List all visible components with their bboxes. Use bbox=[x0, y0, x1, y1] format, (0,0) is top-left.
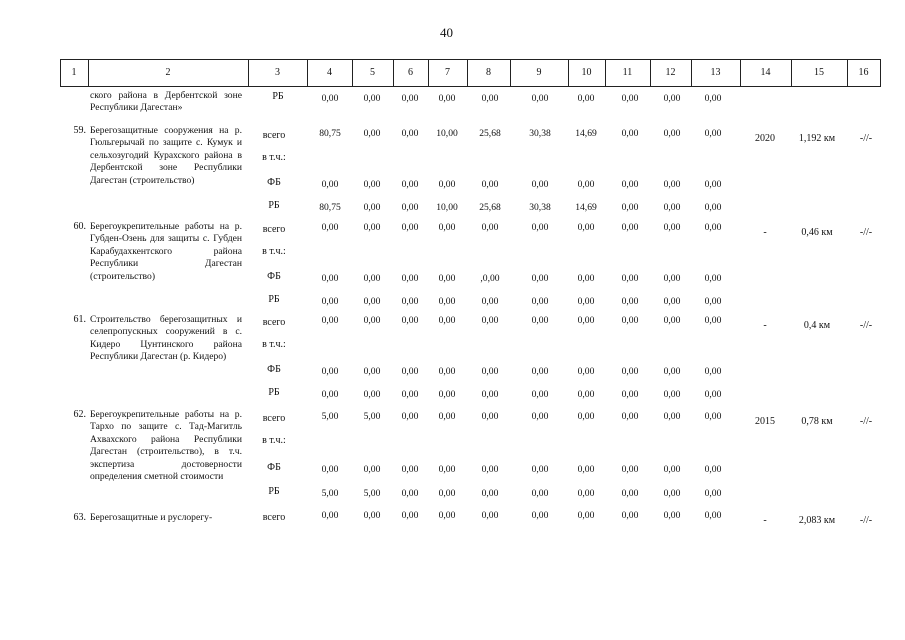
value-cell: 0,00 bbox=[704, 411, 722, 422]
value-cell: 0,00 bbox=[363, 202, 381, 213]
column-header: 8 bbox=[486, 67, 491, 78]
value-cell: 5,00 bbox=[363, 488, 381, 499]
value-cell: 0,00 bbox=[577, 510, 595, 521]
note-value: -//- bbox=[859, 320, 873, 331]
note-value: -//- bbox=[859, 515, 873, 526]
value-cell: 0,00 bbox=[531, 222, 549, 233]
note-value: -//- bbox=[859, 227, 873, 238]
value-cell: 0,00 bbox=[663, 366, 681, 377]
value-cell: 0,00 bbox=[704, 389, 722, 400]
value-cell: 0,00 bbox=[363, 464, 381, 475]
row-number: 61. bbox=[73, 314, 86, 325]
funding-type: в т.ч.: bbox=[262, 339, 286, 350]
note-value: -//- bbox=[859, 416, 873, 427]
funding-type: всего bbox=[262, 317, 286, 328]
funding-type: ФБ bbox=[267, 364, 281, 375]
value-cell: 0,00 bbox=[663, 273, 681, 284]
value-cell: 0,00 bbox=[401, 128, 419, 139]
value-cell: 0,00 bbox=[704, 296, 722, 307]
value-cell: 0,00 bbox=[663, 128, 681, 139]
funding-type: РБ bbox=[268, 200, 280, 211]
value-cell: 0,00 bbox=[363, 389, 381, 400]
value-cell: 0,00 bbox=[577, 222, 595, 233]
column-header: 1 bbox=[71, 67, 77, 78]
column-header: 6 bbox=[408, 67, 413, 78]
value-cell: 0,00 bbox=[704, 510, 722, 521]
column-header: 11 bbox=[622, 67, 633, 78]
value-cell: 0,00 bbox=[321, 296, 339, 307]
value-cell: 0,00 bbox=[363, 510, 381, 521]
value-cell: 0,00 bbox=[704, 488, 722, 499]
value-cell: 0,00 bbox=[321, 179, 339, 190]
column-header: 9 bbox=[536, 67, 542, 78]
value-cell: 0,00 bbox=[438, 389, 456, 400]
value-cell: 80,75 bbox=[319, 128, 341, 139]
column-header: 14 bbox=[760, 67, 771, 78]
value-cell: 0,00 bbox=[321, 366, 339, 377]
column-header: 12 bbox=[665, 67, 676, 78]
value-cell: 0,00 bbox=[531, 273, 549, 284]
capacity-value: 2,083 км bbox=[798, 515, 836, 526]
value-cell: 0,00 bbox=[621, 222, 639, 233]
value-cell: 0,00 bbox=[577, 315, 595, 326]
value-cell: 0,00 bbox=[363, 273, 381, 284]
funding-type: ФБ bbox=[267, 462, 281, 473]
value-cell: 0,00 bbox=[401, 488, 419, 499]
completion-year: - bbox=[763, 515, 767, 526]
value-cell: 0,00 bbox=[621, 273, 639, 284]
value-cell: 25,68 bbox=[479, 128, 501, 139]
value-cell: 0,00 bbox=[577, 366, 595, 377]
funding-type: РБ bbox=[272, 91, 284, 102]
value-cell: 0,00 bbox=[531, 315, 549, 326]
value-cell: 0,00 bbox=[577, 411, 595, 422]
row-number: 59. bbox=[73, 125, 86, 136]
funding-type: всего bbox=[262, 224, 286, 235]
value-cell: 80,75 bbox=[319, 202, 341, 213]
value-cell: 0,00 bbox=[704, 179, 722, 190]
value-cell: 0,00 bbox=[401, 222, 419, 233]
funding-type: всего bbox=[262, 512, 286, 523]
header-bottom-rule bbox=[60, 86, 880, 87]
value-cell: 0,00 bbox=[438, 296, 456, 307]
column-header: 2 bbox=[165, 67, 171, 78]
value-cell: 0,00 bbox=[704, 202, 722, 213]
item-description: Берегоукрепительные работы на р. Тархо по защите с. Тад-Магитль Ахвахского района Республики Дагестан (строительство), в т.ч. экспертиза достоверности определения сметной стоимости bbox=[90, 409, 242, 483]
funding-type: РБ bbox=[268, 387, 280, 398]
funding-type: всего bbox=[262, 413, 286, 424]
value-cell: 0,00 bbox=[531, 411, 549, 422]
value-cell: 0,00 bbox=[704, 315, 722, 326]
value-cell: 30,38 bbox=[529, 128, 551, 139]
column-header: 10 bbox=[581, 67, 592, 78]
value-cell: 0,00 bbox=[321, 315, 339, 326]
value-cell: 0,00 bbox=[438, 510, 456, 521]
value-cell: 0,00 bbox=[577, 389, 595, 400]
column-header: 16 bbox=[858, 67, 869, 78]
value-cell: 14,69 bbox=[575, 128, 597, 139]
value-cell: 0,00 bbox=[363, 296, 381, 307]
value-cell: 0,00 bbox=[621, 389, 639, 400]
value-cell: 0,00 bbox=[363, 93, 381, 104]
funding-type: всего bbox=[262, 130, 286, 141]
value-cell: 0,00 bbox=[704, 273, 722, 284]
value-cell: 0,00 bbox=[531, 464, 549, 475]
capacity-value: 0,78 км bbox=[801, 416, 833, 427]
value-cell: 0,00 bbox=[663, 488, 681, 499]
value-cell: 0,00 bbox=[663, 222, 681, 233]
value-cell: 0,00 bbox=[401, 510, 419, 521]
value-cell: 0,00 bbox=[621, 128, 639, 139]
value-cell: 0,00 bbox=[531, 488, 549, 499]
value-cell: 0,00 bbox=[401, 296, 419, 307]
value-cell: 0,00 bbox=[438, 464, 456, 475]
completion-year: 2015 bbox=[755, 416, 775, 427]
value-cell: 0,00 bbox=[363, 128, 381, 139]
value-cell: 0,00 bbox=[481, 296, 499, 307]
completion-year: - bbox=[763, 227, 767, 238]
value-cell: 0,00 bbox=[481, 179, 499, 190]
value-cell: 0,00 bbox=[663, 389, 681, 400]
row-number: 60. bbox=[73, 221, 86, 232]
value-cell: 0,00 bbox=[704, 464, 722, 475]
funding-type: ФБ bbox=[267, 271, 281, 282]
value-cell: 0,00 bbox=[401, 315, 419, 326]
capacity-value: 0,4 км bbox=[803, 320, 831, 331]
value-cell: 0,00 bbox=[321, 93, 339, 104]
value-cell: 0,00 bbox=[621, 315, 639, 326]
value-cell: 0,00 bbox=[401, 366, 419, 377]
value-cell: 0,00 bbox=[481, 411, 499, 422]
value-cell: 0,00 bbox=[704, 366, 722, 377]
value-cell: 0,00 bbox=[577, 93, 595, 104]
value-cell: 0,00 bbox=[438, 273, 456, 284]
value-cell: 0,00 bbox=[401, 273, 419, 284]
value-cell: 0,00 bbox=[621, 93, 639, 104]
value-cell: 0,00 bbox=[577, 179, 595, 190]
funding-type: в т.ч.: bbox=[262, 435, 286, 446]
header-column-divider bbox=[880, 59, 881, 87]
value-cell: 0,00 bbox=[663, 411, 681, 422]
item-description: Берегозащитные сооружения на р. Гюльгерычай по защите с. Кумук и сельхозугодий Курахского района в Дербентской зоне Республики Дагестан (строительство) bbox=[90, 125, 242, 186]
value-cell: 0,00 bbox=[577, 488, 595, 499]
column-header: 3 bbox=[275, 67, 280, 78]
value-cell: 10,00 bbox=[436, 202, 458, 213]
row-number: 63. bbox=[73, 512, 86, 523]
value-cell: 0,00 bbox=[481, 464, 499, 475]
value-cell: 0,00 bbox=[481, 222, 499, 233]
value-cell: 5,00 bbox=[363, 411, 381, 422]
value-cell: 0,00 bbox=[438, 366, 456, 377]
value-cell: 0,00 bbox=[621, 411, 639, 422]
column-header: 4 bbox=[327, 67, 332, 78]
value-cell: 0,00 bbox=[438, 179, 456, 190]
funding-type: в т.ч.: bbox=[262, 152, 286, 163]
funding-type: в т.ч.: bbox=[262, 246, 286, 257]
value-cell: 0,00 bbox=[363, 366, 381, 377]
value-cell: 0,00 bbox=[531, 93, 549, 104]
value-cell: 0,00 bbox=[481, 93, 499, 104]
column-header: 5 bbox=[370, 67, 375, 78]
value-cell: 0,00 bbox=[401, 389, 419, 400]
value-cell: 0,00 bbox=[401, 202, 419, 213]
column-header: 7 bbox=[445, 67, 450, 78]
value-cell: 0,00 bbox=[663, 179, 681, 190]
value-cell: 0,00 bbox=[481, 315, 499, 326]
value-cell: 0,00 bbox=[401, 93, 419, 104]
column-header: 13 bbox=[710, 67, 721, 78]
value-cell: 0,00 bbox=[621, 296, 639, 307]
value-cell: 0,00 bbox=[577, 464, 595, 475]
value-cell: 0,00 bbox=[401, 411, 419, 422]
value-cell: 0,00 bbox=[531, 366, 549, 377]
value-cell: 0,00 bbox=[438, 488, 456, 499]
value-cell: 0,00 bbox=[321, 464, 339, 475]
value-cell: 0,00 bbox=[481, 510, 499, 521]
value-cell: 0,00 bbox=[663, 202, 681, 213]
continuation-description: ского района в Дербентской зоне Республики Дагестан» bbox=[90, 90, 242, 114]
value-cell: 0,00 bbox=[704, 128, 722, 139]
value-cell: 0,00 bbox=[621, 510, 639, 521]
value-cell: 0,00 bbox=[621, 464, 639, 475]
value-cell: 5,00 bbox=[321, 488, 339, 499]
completion-year: 2020 bbox=[755, 133, 775, 144]
page-number: 40 bbox=[440, 25, 453, 40]
value-cell: 0,00 bbox=[531, 179, 549, 190]
value-cell: 0,00 bbox=[401, 179, 419, 190]
value-cell: 0,00 bbox=[577, 273, 595, 284]
capacity-value: 0,46 км bbox=[801, 227, 833, 238]
value-cell: ,0,00 bbox=[480, 273, 500, 284]
item-description: Берегозащитные и руслорегу- bbox=[90, 512, 213, 523]
value-cell: 0,00 bbox=[321, 222, 339, 233]
value-cell: 25,68 bbox=[479, 202, 501, 213]
value-cell: 0,00 bbox=[704, 222, 722, 233]
value-cell: 0,00 bbox=[531, 296, 549, 307]
value-cell: 5,00 bbox=[321, 411, 339, 422]
value-cell: 30,38 bbox=[529, 202, 551, 213]
value-cell: 0,00 bbox=[481, 488, 499, 499]
value-cell: 0,00 bbox=[531, 510, 549, 521]
value-cell: 0,00 bbox=[321, 273, 339, 284]
value-cell: 0,00 bbox=[363, 315, 381, 326]
value-cell: 0,00 bbox=[577, 296, 595, 307]
value-cell: 0,00 bbox=[481, 389, 499, 400]
value-cell: 0,00 bbox=[438, 411, 456, 422]
value-cell: 0,00 bbox=[621, 366, 639, 377]
funding-type: ФБ bbox=[267, 177, 281, 188]
value-cell: 0,00 bbox=[363, 222, 381, 233]
value-cell: 0,00 bbox=[401, 464, 419, 475]
completion-year: - bbox=[763, 320, 767, 331]
value-cell: 0,00 bbox=[621, 488, 639, 499]
value-cell: 10,00 bbox=[436, 128, 458, 139]
funding-type: РБ bbox=[268, 294, 280, 305]
note-value: -//- bbox=[859, 133, 873, 144]
value-cell: 0,00 bbox=[438, 315, 456, 326]
value-cell: 0,00 bbox=[621, 179, 639, 190]
value-cell: 0,00 bbox=[363, 179, 381, 190]
value-cell: 0,00 bbox=[621, 202, 639, 213]
value-cell: 0,00 bbox=[704, 93, 722, 104]
value-cell: 0,00 bbox=[438, 222, 456, 233]
value-cell: 0,00 bbox=[438, 93, 456, 104]
funding-type: РБ bbox=[268, 486, 280, 497]
column-header: 15 bbox=[814, 67, 824, 78]
value-cell: 0,00 bbox=[531, 389, 549, 400]
value-cell: 0,00 bbox=[663, 510, 681, 521]
row-number: 62. bbox=[73, 409, 86, 420]
value-cell: 14,69 bbox=[575, 202, 597, 213]
value-cell: 0,00 bbox=[663, 93, 681, 104]
capacity-value: 1,192 км bbox=[798, 133, 836, 144]
value-cell: 0,00 bbox=[321, 510, 339, 521]
value-cell: 0,00 bbox=[663, 464, 681, 475]
value-cell: 0,00 bbox=[321, 389, 339, 400]
value-cell: 0,00 bbox=[663, 315, 681, 326]
item-description: Берегоукрепительные работы на р. Губден-Озень для защиты с. Губден Карабудахкентского района Республики Дагестан (строительство) bbox=[90, 221, 242, 282]
value-cell: 0,00 bbox=[481, 366, 499, 377]
value-cell: 0,00 bbox=[663, 296, 681, 307]
item-description: Строительство берегозащитных и селепропускных сооружений в с. Кидеро Цунтинского района Республики Дагестан (р. Кидеро) bbox=[90, 314, 242, 363]
